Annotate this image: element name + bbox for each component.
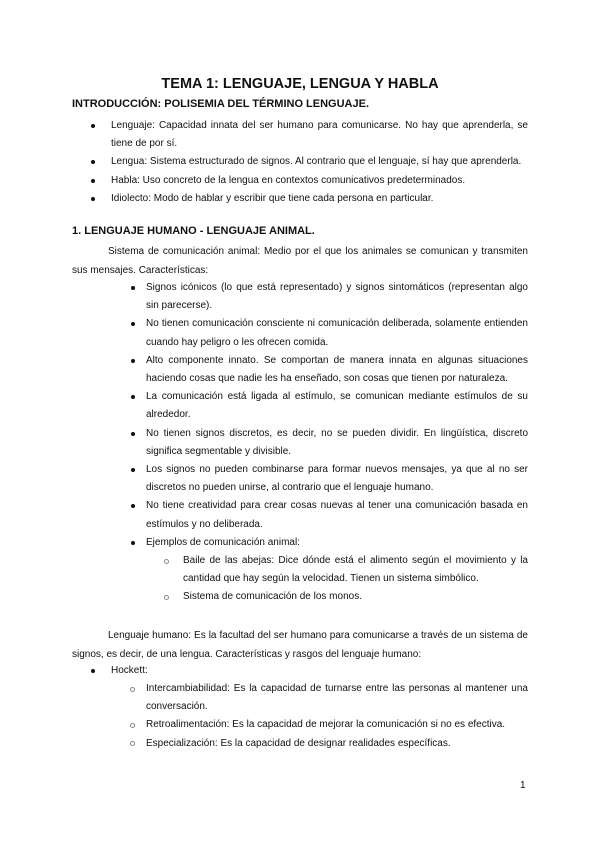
list-item: Baile de las abejas: Dice dónde está el alimento según el movimiento y la cantidad que hay según la velocidad. Tienen un sistema simbólico.: [72, 552, 528, 588]
list-item: Retroalimentación: Es la capacidad de mejorar la comunicación si no es efectiva.: [72, 716, 528, 734]
hockett-items-list: [72, 680, 528, 753]
section-heading: 1. LENGUAJE HUMANO - LENGUAJE ANIMAL.: [72, 225, 315, 237]
list-item: Lenguaje: Capacidad innata del ser humano para comunicarse. No hay que aprenderla, se tiene de por sí.: [72, 117, 528, 153]
list-item: Hockett:: [72, 662, 528, 680]
hockett-list: [72, 662, 528, 680]
human-paragraph: Lenguaje humano: Es la facultad del ser humano para comunicarse a través de un sistema de signos, es decir, de una lengua. Características y rasgos del lenguaje humano:: [72, 630, 528, 660]
list-item: Lengua: Sistema estructurado de signos. Al contrario que el lenguaje, sí hay que aprenderla.: [72, 153, 528, 171]
list-item: Alto componente innato. Se comportan de manera innata en algunas situaciones haciendo cosas que nadie les ha enseñado, son cosas que tienen por naturaleza.: [72, 352, 528, 388]
list-item: Sistema de comunicación de los monos.: [72, 588, 528, 606]
list-item: Intercambiabilidad: Es la capacidad de turnarse entre las personas al mantener una conversación.: [72, 680, 528, 716]
list-item: No tienen comunicación consciente ni comunicación deliberada, solamente entienden cuando hay peligro o les ofrecen comida.: [72, 315, 528, 351]
list-item: Los signos no pueden combinarse para formar nuevos mensajes, ya que al no ser discretos no pueden unirse, al contrario que el lenguaje humano.: [72, 461, 528, 497]
intro-list: [72, 117, 528, 208]
animal-examples-list: [72, 552, 528, 607]
list-item: Especialización: Es la capacidad de designar realidades específicas.: [72, 735, 528, 753]
list-item: Habla: Uso concreto de la lengua en contextos comunicativos predeterminados.: [72, 172, 528, 190]
page-number: 1: [520, 780, 526, 791]
list-item: No tienen signos discretos, es decir, no se pueden dividir. En lingüística, discreto significa segmentable y divisible.: [72, 425, 528, 461]
animal-paragraph: Sistema de comunicación animal: Medio por el que los animales se comunican y transmiten sus mensajes. Características:: [72, 246, 528, 276]
animal-characteristics-list: [72, 279, 528, 552]
list-item: No tiene creatividad para crear cosas nuevas al tener una comunicación basada en estímulos y no deliberada.: [72, 497, 528, 533]
list-item: Signos icónicos (lo que está representado) y signos sintomáticos (representan algo sin parecerse).: [72, 279, 528, 315]
list-item: La comunicación está ligada al estímulo, se comunican mediante estímulos de su alrededor.: [72, 388, 528, 424]
intro-heading: INTRODUCCIÓN: POLISEMIA DEL TÉRMINO LENGUAJE.: [72, 98, 370, 110]
page-title: TEMA 1: LENGUAJE, LENGUA Y HABLA: [161, 76, 439, 92]
list-item: Ejemplos de comunicación animal:: [72, 534, 528, 552]
list-item: Idiolecto: Modo de hablar y escribir que tiene cada persona en particular.: [72, 190, 528, 208]
